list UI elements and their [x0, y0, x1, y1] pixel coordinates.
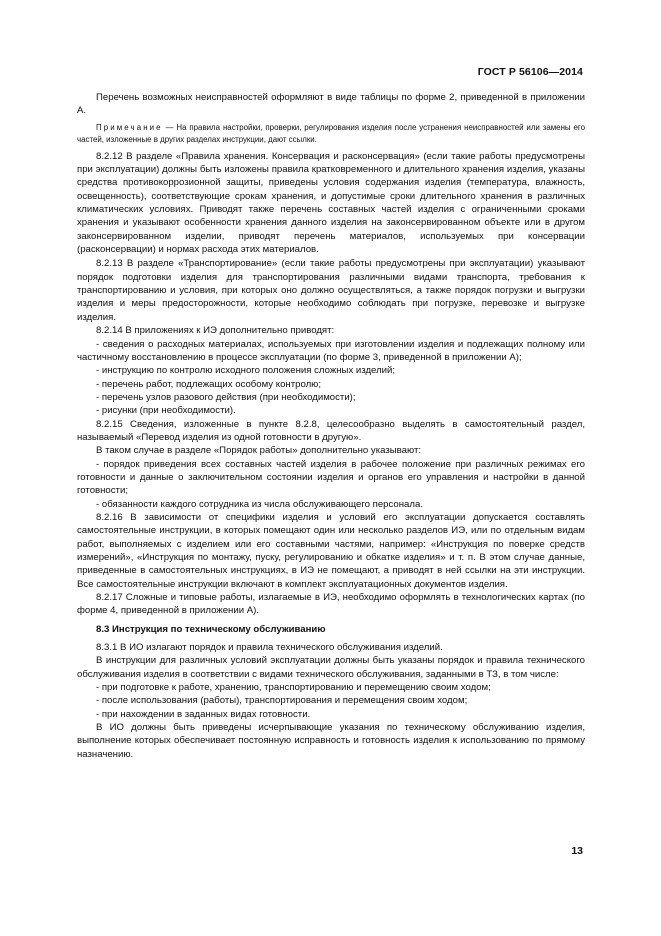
clause-8-2-15: 8.2.15 Сведения, изложенные в пункте 8.2.8, целесообразно выделять в самостоятельный раздел, называемый «Перевод изделия из одной готовности в другую».: [77, 418, 585, 443]
list-item: - инструкцию по контролю исходного положения сложных изделий;: [96, 365, 396, 377]
note-label: Примечание: [96, 122, 163, 132]
clause-8-3-1: 8.3.1 В ИО излагают порядок и правила технического обслуживания изделий.: [96, 642, 443, 654]
clause-8-2-13: 8.2.13 В разделе «Транспортирование» (если такие работы предусмотрены при эксплуатации) указывают порядок подготовки изделия для транспортирования различными видами транспорта, требования к транспортированию и условия, при которых оно должно осуществляться, а также порядок погрузки и выгрузки изделия и меры предосторожности, которые необходимо соблюдать при погрузке, перевозке и выгрузке изделия.: [77, 258, 585, 323]
clause-8-2-17: 8.2.17 Сложные и типовые работы, излагаемые в ИЭ, необходимо оформлять в технологических картах (по форме 4, приведенной в приложении А).: [77, 592, 585, 617]
clause-8-3-1-continued: В инструкции для различных условий эксплуатации должны быть указаны порядок и правила технического обслуживания изделия в соответствии с видами технического обслуживания, заданными в ТЗ, в том числе:: [77, 655, 585, 680]
note-text: — На правила настройки, проверки, регулирования изделия после устранения неисправностей или замены его частей, изложенные в других разделах инструкции, дают ссылки.: [77, 122, 585, 144]
list-item: - рисунки (при необходимости).: [96, 405, 236, 417]
list-item: - после использования (работы), транспортирования и перемещения своим ходом;: [96, 695, 468, 707]
standard-header: ГОСТ Р 56106—2014: [477, 66, 583, 78]
paragraph-faults-list: Перечень возможных неисправностей оформляют в виде таблицы по форме 2, приведенной в приложении А.: [77, 92, 585, 117]
list-item: - перечень работ, подлежащих особому контролю;: [96, 378, 322, 390]
clause-8-3-1-final: В ИО должны быть приведены исчерпывающие указания по техническому обслуживанию изделия, выполнение которых обеспечивает постоянную исправность и готовность изделия к использованию по прямому назначению.: [77, 722, 585, 760]
page-body: [77, 91, 585, 761]
list-item: - порядок приведения всех составных частей изделия в рабочее положение при различных режимах его готовности и данные о заключительном состоянии изделия и органов его управления и настройки в данной готовности;: [77, 458, 585, 497]
clause-8-2-16: 8.2.16 В зависимости от специфики изделия и условий его эксплуатации допускается составлять самостоятельные инструкции, в которых помещают один или несколько разделов ИЭ, или по отдельным видам работ, выполняемых с изделием или его составными частями, например: «Инструкция по поверке средств измерений», «Инструкция по монтажу, пуску, регулированию и обкатке изделия» и т. п. В этом случае данные, приведенные в самостоятельных инструкциях, в ИЭ не помещают, а приводят в ней ссылки на эти инструкции. Все самостоятельные инструкции включают в комплект эксплуатационных документов изделия.: [77, 511, 585, 590]
list-item: - обязанности каждого сотрудника из числа обслуживающего персонала.: [96, 498, 423, 510]
clause-8-2-14: 8.2.14 В приложениях к ИЭ дополнительно приводят:: [96, 325, 335, 337]
note: [77, 122, 585, 146]
list-item: - при подготовке к работе, хранению, транспортированию и перемещению своим ходом;: [96, 682, 491, 694]
list-item: - при нахождении в заданных видах готовности.: [96, 708, 311, 720]
clause-8-2-12: 8.2.12 В разделе «Правила хранения. Консервация и расконсервация» (если такие работы предусмотрены при эксплуатации) должны быть изложены правила кратковременного и длительного хранения изделия, указаны средства противокоррозионной защиты, приведены условия содержания изделия (температура, влажность, освещенность), соответствующие срокам хранения, и допустимые сроки длительного хранения в различных климатических условиях. Приводят также перечень составных частей изделия с ограниченными сроками хранения и указывают особенности хранения данного изделия на законсервированном объекте или в другом законсервированном изделии, приводят перечень материалов, используемых при консервации (расконсервации) и нормах расхода этих материалов.: [77, 150, 585, 256]
section-heading-8-3: 8.3 Инструкция по техническому обслуживанию: [96, 623, 326, 635]
list-item: - сведения о расходных материалах, используемых при изготовлении изделия и подлежащих полному или частичному восстановлению в процессе эксплуатации (по форме 3, приведенной в приложении А);: [77, 338, 585, 363]
page-number: 13: [571, 845, 583, 857]
clause-8-2-15-continued: В таком случае в разделе «Порядок работы» дополнительно указывают:: [96, 445, 422, 457]
list-item: - перечень узлов разового действия (при необходимости);: [96, 391, 356, 403]
